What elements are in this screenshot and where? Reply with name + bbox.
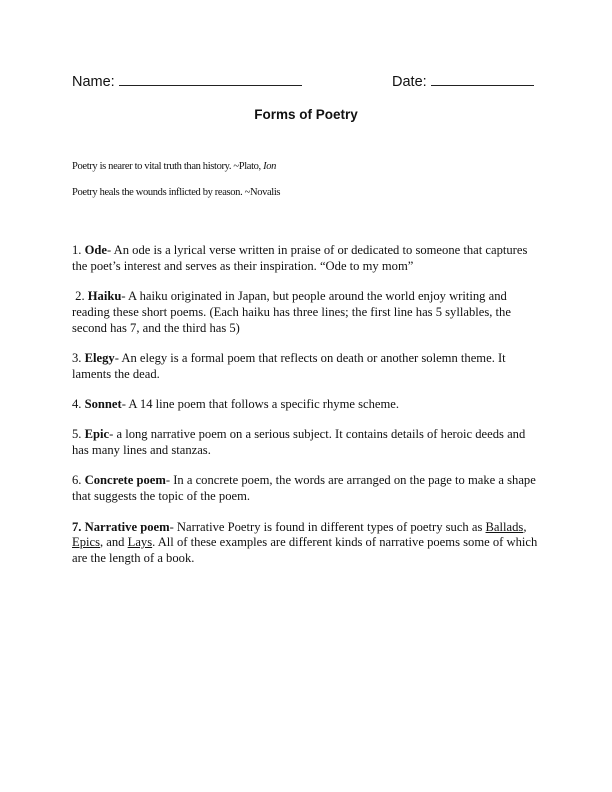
name-label: Name: <box>72 74 115 90</box>
item-term: Epic <box>84 427 110 442</box>
page-title: Forms of Poetry <box>254 107 358 122</box>
item-term: Narrative poem <box>84 519 170 534</box>
quote-text: Poetry is nearer to vital truth than history. ~Plato, <box>72 161 264 172</box>
list-item-epic <box>72 427 542 459</box>
item-number: 7. <box>72 519 82 534</box>
quote-plato <box>72 161 276 172</box>
item-number: 5. <box>72 427 82 442</box>
date-field <box>392 71 534 90</box>
lays-link[interactable]: Lays <box>127 535 153 550</box>
list-item-elegy <box>72 351 542 383</box>
item-description: - Narrative Poetry is found in different types of poetry such as <box>169 519 486 534</box>
separator: , and <box>99 535 128 550</box>
item-description: - An ode is a lyrical verse written in praise of or dedicated to someone that captures the poet’s interest and serves as their inspiration. “Ode to my mom” <box>72 243 528 273</box>
item-description: . All of these examples are different kinds of narrative poems some of which are the length of a book. <box>72 535 538 566</box>
item-term: Concrete poem <box>84 473 166 488</box>
name-blank-line[interactable] <box>119 71 302 86</box>
item-term: Elegy <box>84 350 115 365</box>
item-description: - In a concrete poem, the words are arranged on the page to make a shape that suggests the topic of the poem. <box>72 473 536 504</box>
date-label: Date: <box>392 74 427 90</box>
item-term: Ode <box>84 243 107 257</box>
list-item-concrete-poem <box>72 473 542 505</box>
date-blank-line[interactable] <box>431 71 534 86</box>
item-description: - A 14 line poem that follows a specific rhyme scheme. <box>121 397 400 412</box>
item-number: 3. <box>72 350 82 365</box>
ballads-link[interactable]: Ballads <box>485 519 524 534</box>
list-item-haiku <box>72 289 542 336</box>
item-number: 4. <box>72 397 82 412</box>
poetry-forms-list <box>72 243 542 581</box>
item-description: - An elegy is a formal poem that reflects on death or another solemn theme. It laments the dead. <box>72 350 506 381</box>
item-description: - a long narrative poem on a serious subject. It contains details of heroic deeds and has many lines and stanzas. <box>72 427 526 458</box>
list-item-narrative-poem <box>72 520 542 567</box>
item-number: 1. <box>72 243 82 257</box>
item-number: 2. <box>75 289 85 304</box>
item-description: - A haiku originated in Japan, but people around the world enjoy writing and reading these short poems. (Each haiku has three lines; the first line has 5 syllables, the second has 7, and the third has 5) <box>72 289 511 335</box>
list-item-ode <box>72 243 542 275</box>
item-term: Sonnet <box>84 397 122 412</box>
name-field <box>72 71 302 90</box>
quote-source: Ion <box>263 161 277 172</box>
epics-link[interactable]: Epics <box>72 535 100 550</box>
item-number: 6. <box>72 473 82 488</box>
separator: , <box>523 519 527 534</box>
quote-novalis: Poetry heals the wounds inflicted by reason. ~Novalis <box>72 187 281 198</box>
item-term: Haiku <box>87 289 122 304</box>
list-item-sonnet <box>72 397 542 413</box>
